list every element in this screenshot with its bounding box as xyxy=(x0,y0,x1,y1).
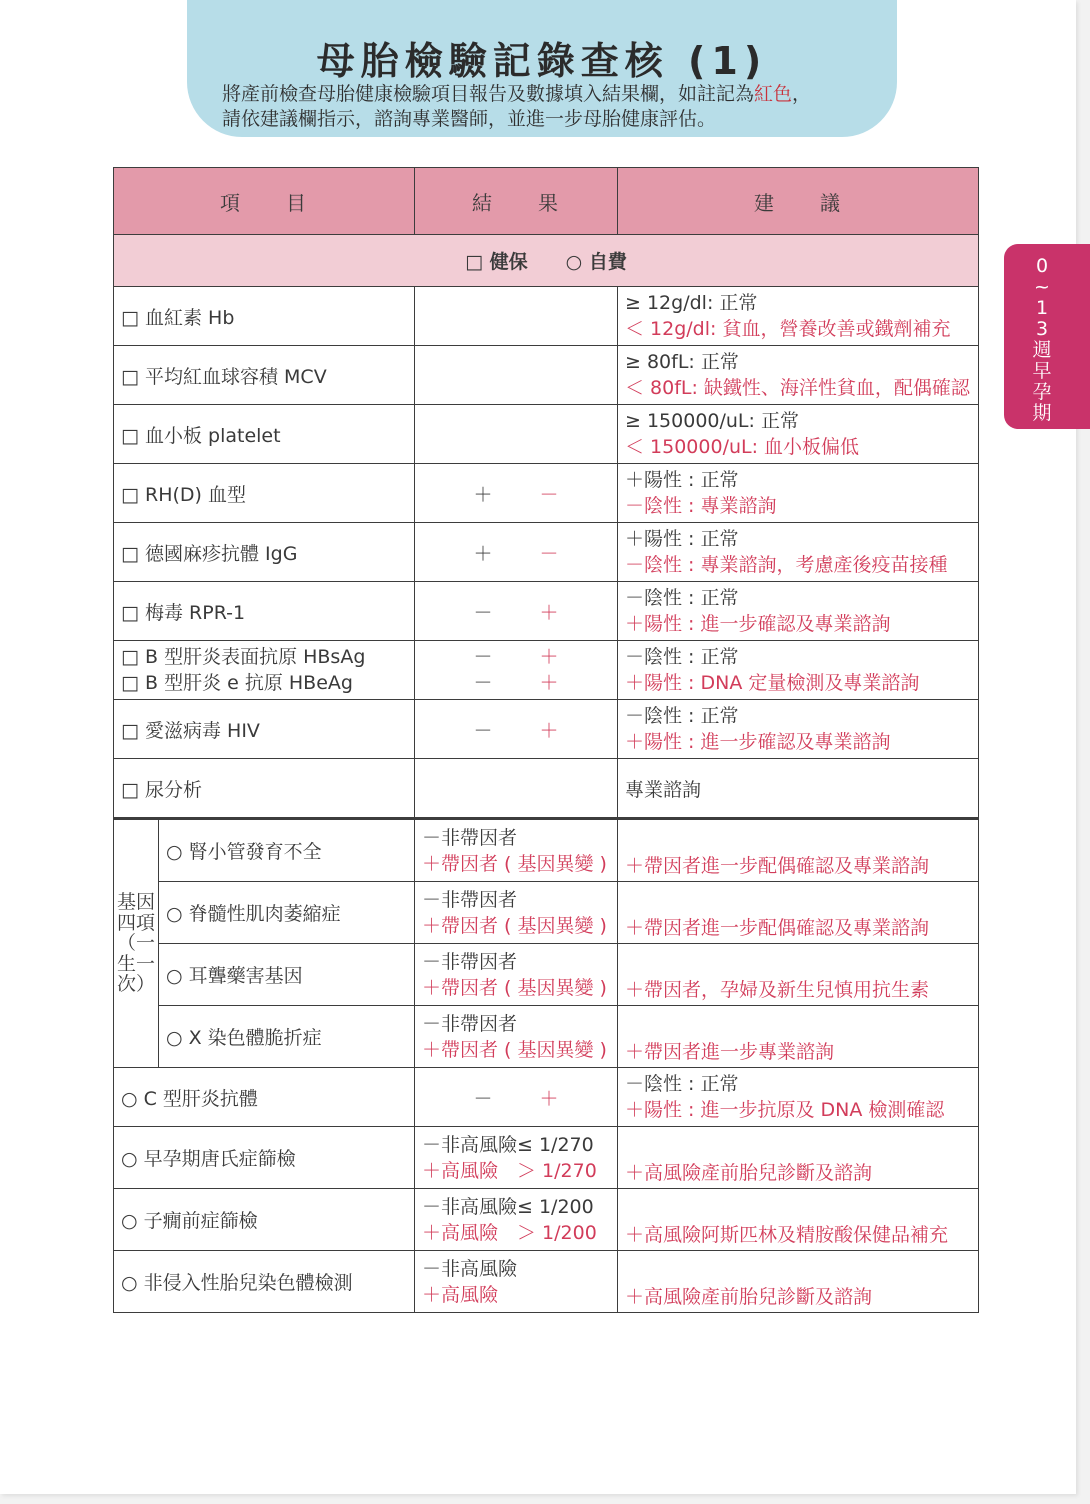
advice-abnormal: ＋帶因者進一步配偶確認及專業諮詢 xyxy=(625,917,930,939)
item-preeclampsia[interactable]: ○ 子癇前症篩檢 xyxy=(114,1189,415,1251)
item-hbsag[interactable]: □ B 型肝炎表面抗原 HBsAg xyxy=(121,646,366,668)
advice-normal: ≥ 80fL: 正常 xyxy=(625,351,739,373)
result-cell[interactable] xyxy=(415,346,618,405)
advice-abnormal: ＋帶因者進一步配偶確認及專業諮詢 xyxy=(625,855,930,877)
item-down-screening[interactable]: ○ 早孕期唐氏症篩檢 xyxy=(114,1127,415,1189)
advice-abnormal: ＋陽性 : 進一步確認及專業諮詢 xyxy=(625,613,891,635)
table-row xyxy=(114,346,979,405)
advice-cell xyxy=(618,1189,979,1251)
page-title: 母胎檢驗記錄查核 (1) xyxy=(316,39,768,83)
result-cell xyxy=(415,464,618,523)
advice-normal: ≥ 12g/dl: 正常 xyxy=(625,292,758,314)
result-negative[interactable]: －非帶因者 xyxy=(422,1012,518,1035)
result-positive[interactable]: ＋帶因者 ( 基因異變 ) xyxy=(422,976,607,999)
result-negative[interactable]: －非高風險 xyxy=(422,1257,518,1280)
table-row xyxy=(114,1127,979,1189)
advice-normal: －陰性 : 正常 xyxy=(625,587,739,609)
item-urinalysis[interactable]: □ 尿分析 xyxy=(114,759,415,819)
result-option[interactable]: － xyxy=(473,672,493,694)
result-positive[interactable]: ＋帶因者 ( 基因異變 ) xyxy=(422,1038,607,1061)
item-mcv[interactable]: □ 平均紅血球容積 MCV xyxy=(114,346,415,405)
advice-cell xyxy=(618,582,979,641)
item-rubella[interactable]: □ 德國麻疹抗體 IgG xyxy=(114,523,415,582)
instructions-line1b: ， xyxy=(792,83,812,105)
insurance-row xyxy=(114,235,979,287)
advice-cell xyxy=(618,1127,979,1189)
advice-normal: ＋陽性 : 正常 xyxy=(625,528,739,550)
item-nipt[interactable]: ○ 非侵入性胎兒染色體檢測 xyxy=(114,1251,415,1313)
advice-cell xyxy=(618,700,979,759)
item-rh[interactable]: □ RH(D) 血型 xyxy=(114,464,415,523)
result-cell[interactable] xyxy=(415,759,618,819)
table-row xyxy=(114,641,979,700)
result-option[interactable]: － xyxy=(473,719,493,742)
item-hiv[interactable]: □ 愛滋病毒 HIV xyxy=(114,700,415,759)
result-cell xyxy=(415,1127,618,1189)
result-option[interactable]: － xyxy=(539,483,559,506)
result-option[interactable]: － xyxy=(473,1087,493,1110)
advice-normal: ≥ 150000/uL: 正常 xyxy=(625,410,799,432)
item-hcv[interactable]: ○ C 型肝炎抗體 xyxy=(114,1068,415,1127)
result-cell xyxy=(415,582,618,641)
header-banner xyxy=(187,0,897,137)
result-negative[interactable]: －非高風險≤ 1/270 xyxy=(422,1133,594,1156)
result-negative[interactable]: －非帶因者 xyxy=(422,888,518,911)
item-hb[interactable]: □ 血紅素 Hb xyxy=(114,287,415,346)
result-option[interactable]: ＋ xyxy=(539,719,559,742)
result-cell[interactable] xyxy=(415,287,618,346)
result-option[interactable]: ＋ xyxy=(473,542,493,565)
result-option[interactable]: ＋ xyxy=(539,672,559,694)
table-row xyxy=(114,759,979,819)
result-positive[interactable]: ＋帶因者 ( 基因異變 ) xyxy=(422,914,607,937)
advice-cell xyxy=(618,1251,979,1313)
item-hbeag[interactable]: □ B 型肝炎 e 抗原 HBeAg xyxy=(121,672,353,694)
table-row xyxy=(114,1068,979,1127)
table-header-row xyxy=(114,168,979,235)
result-option[interactable]: ＋ xyxy=(539,1087,559,1110)
advice-abnormal: ＋高風險產前胎兒診斷及諮詢 xyxy=(625,1162,873,1184)
result-negative[interactable]: －非高風險≤ 1/200 xyxy=(422,1195,594,1218)
table-row xyxy=(114,700,979,759)
advice-cell xyxy=(618,464,979,523)
result-negative[interactable]: －非帶因者 xyxy=(422,950,518,973)
result-positive[interactable]: ＋高風險 xyxy=(422,1283,499,1306)
advice-normal: －陰性 : 正常 xyxy=(625,1073,739,1095)
result-option[interactable]: － xyxy=(473,646,493,668)
advice-abnormal: ＜ 150000/uL: 血小板偏低 xyxy=(625,436,860,458)
advice-cell xyxy=(618,1006,979,1068)
result-positive[interactable]: ＋高風險 ＞ 1/200 xyxy=(422,1221,597,1244)
instructions-line1a: 將產前檢查母胎健康檢驗項目報告及數據填入結果欄，如註記為 xyxy=(222,83,755,105)
table-row xyxy=(114,582,979,641)
advice-cell xyxy=(618,641,979,700)
result-negative[interactable]: －非帶因者 xyxy=(422,826,518,849)
advice-abnormal: ＜ 12g/dl: 貧血，營養改善或鐵劑補充 xyxy=(625,318,951,340)
lab-check-table xyxy=(113,167,979,1313)
result-positive[interactable]: ＋帶因者 ( 基因異變 ) xyxy=(422,852,607,875)
advice-cell xyxy=(618,1068,979,1127)
advice-cell xyxy=(618,287,979,346)
advice-abnormal: ＜ 80fL: 缺鐵性、海洋性貧血，配偶確認 xyxy=(625,377,970,399)
table-row xyxy=(114,819,979,882)
result-cell xyxy=(415,641,618,700)
header-item: 項 目 xyxy=(114,168,415,235)
result-cell xyxy=(415,1068,618,1127)
table-row xyxy=(114,944,979,1006)
advice-cell xyxy=(618,819,979,882)
result-cell xyxy=(415,523,618,582)
result-option[interactable]: ＋ xyxy=(539,646,559,668)
item-hepatitis-b xyxy=(114,641,415,700)
advice-normal: －陰性 : 正常 xyxy=(625,646,739,668)
advice-abnormal: ＋陽性 : DNA 定量檢測及專業諮詢 xyxy=(625,672,920,694)
instructions-red-word: 紅色 xyxy=(754,83,793,105)
advice-abnormal: －陰性 : 專業諮詢 xyxy=(625,495,777,517)
instructions xyxy=(222,82,811,132)
advice-abnormal: ＋高風險阿斯匹林及精胺酸保健品補充 xyxy=(625,1224,949,1246)
advice-cell xyxy=(618,944,979,1006)
result-cell xyxy=(415,700,618,759)
table-row xyxy=(114,287,979,346)
result-cell xyxy=(415,819,618,882)
table-row xyxy=(114,1006,979,1068)
result-cell xyxy=(415,1189,618,1251)
instructions-line2: 請依建議欄指示，諮詢專業醫師，並進一步母胎健康評估。 xyxy=(222,108,717,130)
result-positive[interactable]: ＋高風險 ＞ 1/270 xyxy=(422,1159,597,1182)
result-cell xyxy=(415,1006,618,1068)
table-row xyxy=(114,405,979,464)
advice-abnormal: ＋高風險產前胎兒診斷及諮詢 xyxy=(625,1286,873,1308)
table-row xyxy=(114,1189,979,1251)
item-gene-4[interactable]: ○ X 染色體脆折症 xyxy=(159,1006,415,1068)
gene-group-label: 基因四項（一生一次） xyxy=(114,819,159,1068)
table-row xyxy=(114,1251,979,1313)
result-cell[interactable] xyxy=(415,405,618,464)
advice-abnormal: －陰性 : 專業諮詢，考慮產後疫苗接種 xyxy=(625,554,948,576)
section-tab[interactable] xyxy=(1004,244,1090,429)
advice-normal: ＋陽性 : 正常 xyxy=(625,469,739,491)
advice-abnormal: ＋陽性 : 進一步抗原及 DNA 檢測確認 xyxy=(625,1099,945,1121)
advice-cell xyxy=(618,346,979,405)
item-gene-3[interactable]: ○ 耳聾藥害基因 xyxy=(159,944,415,1006)
result-cell xyxy=(415,1251,618,1313)
advice-cell xyxy=(618,882,979,944)
result-option[interactable]: ＋ xyxy=(473,483,493,506)
result-cell xyxy=(415,882,618,944)
result-cell xyxy=(415,944,618,1006)
advice-cell xyxy=(618,405,979,464)
advice-cell xyxy=(618,523,979,582)
insurance-selector[interactable]: □ 健保 ○ 自費 xyxy=(114,235,979,287)
table-row xyxy=(114,523,979,582)
advice-abnormal: ＋帶因者進一步專業諮詢 xyxy=(625,1041,835,1063)
result-option[interactable]: － xyxy=(539,542,559,565)
table-row xyxy=(114,882,979,944)
table-row xyxy=(114,464,979,523)
advice-abnormal: ＋帶因者，孕婦及新生兒慎用抗生素 xyxy=(625,979,930,1001)
item-gene-1[interactable]: ○ 腎小管發育不全 xyxy=(159,819,415,882)
result-option[interactable]: ＋ xyxy=(539,601,559,624)
advice-normal: －陰性 : 正常 xyxy=(625,705,739,727)
item-gene-2[interactable]: ○ 脊髓性肌肉萎縮症 xyxy=(159,882,415,944)
header-advice: 建 議 xyxy=(618,168,979,235)
advice-abnormal: ＋陽性 : 進一步確認及專業諮詢 xyxy=(625,731,891,753)
result-option[interactable]: － xyxy=(473,601,493,624)
item-syphilis[interactable]: □ 梅毒 RPR-1 xyxy=(114,582,415,641)
item-platelet[interactable]: □ 血小板 platelet xyxy=(114,405,415,464)
section-tab-label: 0~13週 早孕期 xyxy=(1032,255,1052,424)
advice-cell: 專業諮詢 xyxy=(618,759,979,819)
header-result: 結 果 xyxy=(415,168,618,235)
